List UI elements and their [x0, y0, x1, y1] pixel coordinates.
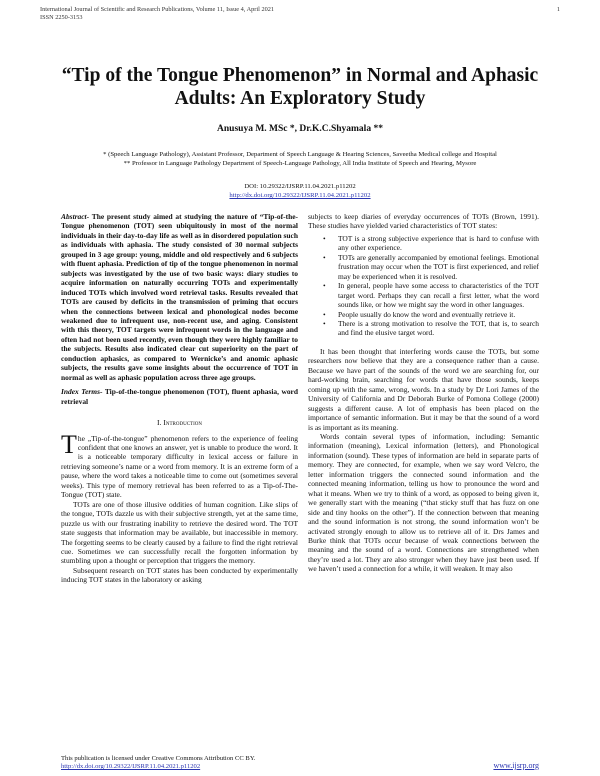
section-title: Introduction	[163, 418, 202, 428]
index-terms	[61, 387, 298, 406]
intro-paragraph-1-text: he „Tip-of-the-tongue” phenomenon refers to the experience of feeling confident that one knows an answer, yet is unable to produce the word. It is a noticeable temporary difficulty in lexical access or failure in retrieving someone’s name or a word from memory. It is an extreme form of a pause, where the word takes a noticeable time to come out (sometimes several weeks). This type of memory retrieval has been referred to as a Tip-of-The-Tongue (TOT) state.	[61, 433, 298, 500]
abstract-text: The present study aimed at studying the nature of “Tip-of-the-Tongue phenomenon (TOT) seen ubiquitously in most of the normal individuals in their day-to-day life as well as in disordered population such as individuals with aphasia. The study consisted of 30 normal subjects grouped in 3 age group: young, middle and old respectively and 6 subjects with fluent aphasia. Prediction of tip of the tongue phenomenon in normal subjects was investigated by the use of two basic ways: diary studies to acquire information on naturally occurring TOTs and experimentally induced TOTs which involved word retrieval tasks. Results revealed that TOTs are caused by deficits in the transmission of priming that occurs when the connections between lexical and phonological nodes become weakened due to infrequent use, non-recent use, and aging. Consistent with this theory, TOT targets were infrequent words in the language and often had not been used recently, even though they were highly familiar to the subjects. Results also indicated clear cut superiority on the part of conduction aphasics, as compared to Wernicke’s and anomic aphasic subjects, the results gave some insights about the occurrence of TOT in normal as well as aphasic population across three age groups.	[61, 212, 298, 382]
list-item: • In general, people have some access to characteristics of the TOT target word. Perhaps they can recall a first letter, what the word sounds like, or how we might say the word in other languages.	[338, 281, 539, 309]
left-column	[61, 212, 298, 585]
running-header	[40, 6, 560, 22]
index-terms-label: Index Terms-	[61, 387, 103, 397]
list-item: • There is a strong motivation to resolve the TOT, that is, to search and find the elusive target word.	[338, 319, 539, 338]
intro-paragraph-3: Subsequent research on TOT states has been conducted by experimentally inducing TOT states in the laboratory or asking	[61, 565, 298, 585]
list-item: • TOTs are generally accompanied by emotional feelings. Emotional frustration may occur when the TOT is first experienced, and relief may be experienced when it is resolved.	[338, 253, 539, 281]
affiliations	[40, 150, 560, 168]
characteristics-list	[308, 234, 539, 338]
right-paragraph-1: It has been thought that interfering words cause the TOTs, but some researchers now believe that they are a consequence rather than a cause. Because we have part of the sounds of the word we are searching for, our hard-working brain, searching for words that have those sounds, keeps coming up with the same, wrong, words. In a study by Dr Lori James of the University of California and Dr Deborah Burke of Pomona College (2000) suggests a different cause. A lot of emphasis has been placed on the importance of semantic information. But it may be that the sound of a word is as important as its meaning.	[308, 346, 539, 432]
doi-block	[40, 182, 560, 200]
paper-title: “Tip of the Tongue Phenomenon” in Normal and Aphasic Adults: An Exploratory Study	[61, 65, 539, 109]
affiliation-1: * (Speech Language Pathology), Assistant Professor, Department of Speech Language & Hearing Sciences, Saveetha Medical college and Hospital	[103, 151, 497, 158]
right-paragraph-2: Words contain several types of information, including: Semantic information (meaning), Lexical information (letters), and Phonological information (sound). These types of information are held in separate parts of memory. They are connected, for example, when we say word Velcro, the letter information triggers the connected sound information and the connected meaning information, telling us how to pronounce the word and what it means. When we try to think of a word, as opposed to being given it, we generally start with the meaning (“that sticky stuff that has fuzz on one side and tiny hooks on the other”). If the connection between that meaning and the sound information is not strong, the sound information won’t be activated strongly enough to allow us to retrieve all of it. Drs James and Burke think that TOTs occur because of weak connections between the meaning and the sound of a word. Connections are strengthened when they’re used a lot. They are also stronger when they have just been used. If we haven’t used a connection for a while, it will weaken. It may also	[308, 431, 539, 574]
doi-text: DOI: 10.29322/IJSRP.11.04.2021.p11202	[244, 183, 356, 190]
journal-site-link[interactable]: www.ijsrp.org	[493, 761, 539, 770]
doi-link[interactable]: http://dx.doi.org/10.29322/IJSRP.11.04.2021.p11202	[229, 192, 371, 199]
intro-paragraph-1	[61, 429, 298, 500]
section-number: I.	[157, 418, 162, 428]
section-heading	[61, 418, 298, 427]
footer-doi-link[interactable]: http://dx.doi.org/10.29322/IJSRP.11.04.2021.p11202	[61, 763, 201, 770]
right-column	[308, 212, 539, 574]
list-item: • TOT is a strong subjective experience that is hard to confuse with any other experience.	[338, 234, 539, 253]
affiliation-2: ** Professor in Language Pathology Department of Speech-Language Pathology, All India Institute of Speech and Hearing, Mysore	[123, 160, 477, 167]
abstract-label: Abstract-	[61, 212, 90, 221]
issn: ISSN 2250-3153	[40, 14, 83, 21]
list-item: • People usually do know the word and eventually retrieve it.	[338, 310, 539, 319]
intro-paragraph-2: TOTs are one of those illusive oddities of human cognition. Like slips of the tongue, TOTs dazzle us with their subjective strength, yet at the same time, puzzle us with our frustrating inability to retrieve the desired word. The TOT state suggests that information may be available, but inaccessible in memory. The forgetting seems to be clearly caused by a failure to find the right retrieval cue. Sometimes we can successfully recall the forgotten information by stumbling upon a thought or perception that triggers the memory.	[61, 499, 298, 566]
license-text: This publication is licensed under Creative Commons Attribution CC BY.	[61, 755, 256, 762]
authors: Anusuya M. MSc *, Dr.K.C.Shyamala **	[217, 124, 383, 134]
abstract	[61, 212, 298, 382]
page-number: 1	[556, 6, 560, 13]
footer	[61, 755, 539, 771]
right-paragraph-0: subjects to keep diaries of everyday occurrences of TOTs (Brown, 1991). These studies have yielded varied characteristics of TOT states:	[308, 212, 539, 231]
drop-cap: T	[61, 429, 77, 459]
journal-line: International Journal of Scientific and Research Publications, Volume 11, Issue 4, April 2021	[40, 6, 275, 13]
index-terms-text: Tip-of-the-tongue phenomenon (TOT), fluent aphasia, word retrieval	[61, 387, 298, 406]
